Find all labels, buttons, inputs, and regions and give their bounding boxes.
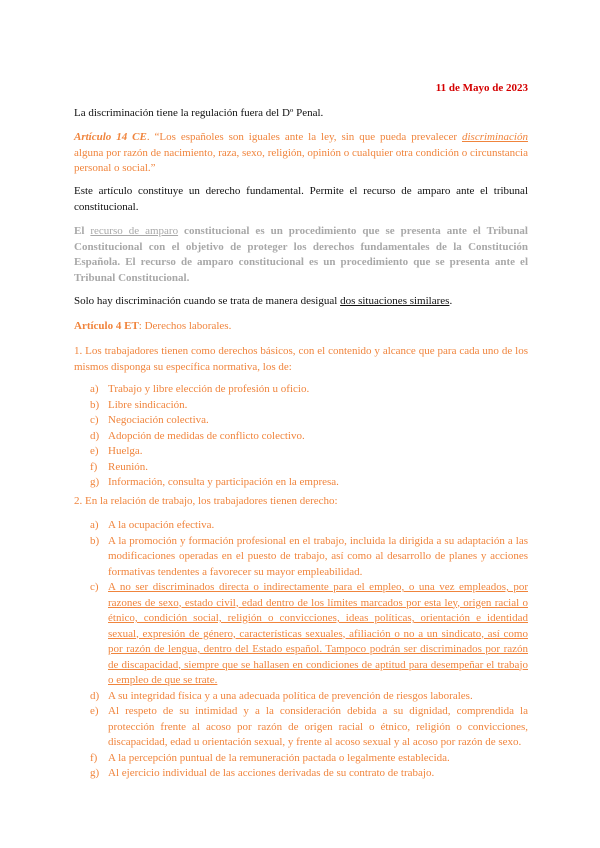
article-14-ref: Artículo 14 CE: [74, 131, 147, 143]
article-4-ref: Artículo 4 ET: [74, 320, 139, 332]
section-2-intro: 2. En la relación de trabajo, los trabajadores tienen derecho:: [74, 495, 338, 507]
list-item-text: Libre sindicación.: [108, 398, 188, 411]
discrimination-paragraph: [74, 294, 528, 310]
list-marker: a): [90, 383, 99, 395]
amparo-paragraph: [74, 224, 528, 286]
article-14-emphasis: discriminación: [461, 131, 528, 143]
list-marker: c): [90, 414, 99, 426]
list-item-text: A su integridad física y a una adecuada política de prevención de riesgos laborales.: [108, 689, 473, 702]
list-item-text: A no ser discriminados directa o indirectamente para el empleo, o una vez empleados, por razones de sexo, estado civil, edad dentro de los límites marcados por esta ley, origen racial o étnico, condición social, religión o convicciones, ideas políticas, orientación e identidad sexual, expresión de género, características sexuales, afiliación o no a un sindicato, así como por razón de lengua, dentro del Estado español. Tampoco podrán ser discriminados por razón de discapacidad, siempre que se hallasen en condiciones de aptitud para desempeñar el trabajo o empleo de que se trate.: [108, 581, 528, 686]
list-item-text: A la promoción y formación profesional en el trabajo, incluida la dirigida a su adaptación a las modificaciones operadas en el puesto de trabajo, así como al desarrollo de planes y acciones formativas tendentes a favorecer su mayor empleabilidad.: [108, 534, 528, 578]
list-item-text: Adopción de medidas de conflicto colectivo.: [108, 429, 305, 442]
article-14-text-a: . “Los españoles son iguales ante la ley, sin que pueda prevalecer: [146, 131, 462, 143]
list-marker: e): [90, 445, 99, 457]
list-item: [74, 766, 528, 782]
article-14-text-b: alguna por razón de nacimiento, raza, sexo, religión, opinión o cualquier otra condición o circunstancia personal o social.”: [74, 146, 528, 174]
list-item: [74, 580, 528, 689]
discrimination-start: Solo hay discriminación cuando se trata de manera desigual: [74, 295, 341, 307]
intro-paragraph: La discriminación tiene la regulación fuera del Dº Penal.: [74, 107, 324, 119]
list-marker: d): [90, 429, 100, 442]
list-marker: c): [90, 581, 99, 593]
list-item-text: Trabajo y libre elección de profesión u oficio.: [108, 383, 310, 395]
list-marker: b): [90, 534, 100, 547]
section-2-list: [74, 518, 528, 782]
list-item-text: Información, consulta y participación en la empresa.: [108, 476, 339, 488]
discrimination-end: .: [449, 295, 453, 307]
list-item: [74, 398, 528, 414]
section-1-list: [74, 382, 528, 491]
list-marker: b): [90, 398, 100, 411]
list-item-text: Huelga.: [108, 445, 143, 457]
list-marker: f): [90, 751, 98, 764]
article-14-paragraph: [74, 130, 528, 177]
article-4-heading: [74, 319, 528, 335]
amparo-start: El: [74, 225, 91, 237]
list-item: [74, 460, 528, 476]
section-1-intro: 1. Los trabajadores tienen como derechos básicos, con el contenido y alcance que para cada uno de los mismos disponga su específica normativa, los de:: [74, 345, 528, 373]
list-item-text: Reunión.: [108, 460, 149, 473]
article-4-title: : Derechos laborales.: [138, 320, 232, 332]
list-marker: e): [90, 705, 99, 717]
list-marker: a): [90, 519, 99, 531]
list-item: [74, 429, 528, 445]
list-marker: d): [90, 689, 100, 702]
amparo-link[interactable]: recurso de amparo: [90, 225, 179, 237]
list-item-text: Al respeto de su intimidad y a la consideración debida a su dignidad, comprendida la protección frente al acoso por razón de origen racial o étnico, religión o convicciones, discapacidad, edad u orientación sexual, y frente al acoso sexual y al acoso por razón de sexo.: [108, 705, 528, 748]
list-item: [74, 534, 528, 581]
list-item-text: A la ocupación efectiva.: [108, 519, 215, 531]
list-item: [74, 689, 528, 705]
list-item: [74, 475, 528, 491]
list-item-text: Al ejercicio individual de las acciones derivadas de su contrato de trabajo.: [108, 767, 435, 779]
amparo-rest: constitucional es un procedimiento que se presenta ante el Tribunal Constitucional con el objetivo de proteger los derechos fundamentales de la Constitución Española. El recurso de amparo constitucional es un procedimiento que se presenta ante el Tribunal Constitucional.: [74, 225, 528, 284]
list-marker: f): [90, 460, 98, 473]
list-item: [74, 444, 528, 460]
list-item: [74, 751, 528, 767]
list-item: [74, 518, 528, 534]
list-item-text: Negociación colectiva.: [108, 414, 209, 426]
fundamental-right-paragraph: Este artículo constituye un derecho fundamental. Permite el recurso de amparo ante el tribunal constitucional.: [74, 185, 528, 213]
list-item: [74, 413, 528, 429]
list-marker: g): [90, 476, 100, 488]
list-item: [74, 704, 528, 751]
document-date: 11 de Mayo de 2023: [435, 82, 528, 94]
similar-situations: dos situaciones similares: [340, 295, 450, 307]
list-item: [74, 382, 528, 398]
list-item-text: A la percepción puntual de la remuneración pactada o legalmente establecida.: [108, 751, 450, 764]
list-marker: g): [90, 767, 100, 779]
